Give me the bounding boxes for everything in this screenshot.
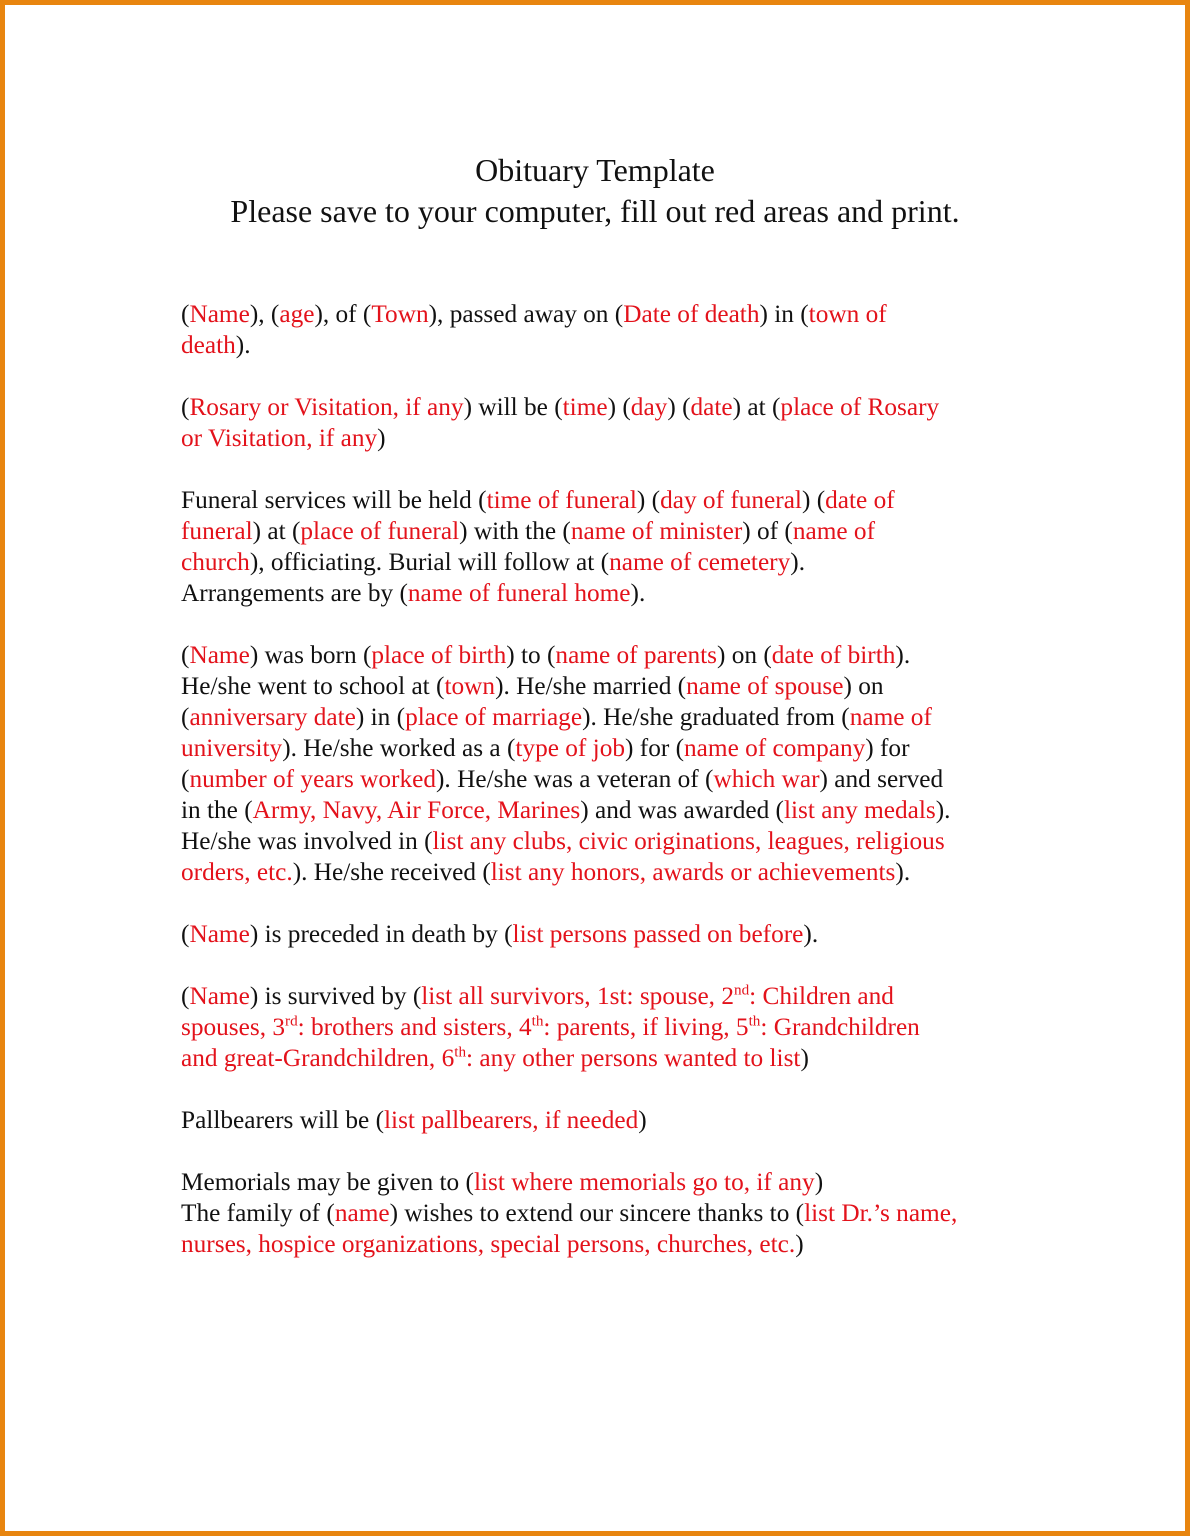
fill-in-field: time bbox=[562, 393, 608, 421]
template-text: ). bbox=[790, 548, 806, 576]
template-text: ) is preceded in death by ( bbox=[249, 920, 513, 948]
fill-in-field: which war bbox=[713, 765, 820, 793]
template-text: Arrangements are by ( bbox=[181, 579, 408, 607]
template-text: ) for bbox=[865, 734, 910, 762]
document-body bbox=[181, 299, 1061, 1291]
fill-in-field: list persons passed on before bbox=[512, 920, 804, 948]
template-text: ). bbox=[895, 641, 911, 669]
fill-in-field: anniversary date bbox=[189, 703, 356, 731]
template-text: ( bbox=[181, 393, 190, 421]
document-title: Obituary Template bbox=[475, 152, 715, 188]
template-text: ), of ( bbox=[314, 300, 372, 328]
fill-in-field: nurses, hospice organizations, special persons, churches, etc. bbox=[181, 1230, 796, 1258]
fill-in-field: Name bbox=[189, 300, 250, 328]
fill-in-field: Date of death bbox=[623, 300, 760, 328]
template-text: in the ( bbox=[181, 796, 253, 824]
fill-in-field: town of bbox=[808, 300, 887, 328]
paragraph-memorials bbox=[181, 1167, 1061, 1198]
paragraph-pallbearers bbox=[181, 1105, 1061, 1136]
fill-in-field: date of birth bbox=[771, 641, 896, 669]
fill-in-field: name bbox=[334, 1199, 390, 1227]
template-text: Memorials may be given to ( bbox=[181, 1168, 474, 1196]
template-text: ). He/she graduated from ( bbox=[582, 703, 850, 731]
template-text: ) ( bbox=[801, 486, 826, 514]
fill-in-field: age bbox=[279, 300, 315, 328]
template-text: ) and served bbox=[819, 765, 944, 793]
fill-in-field: time of funeral bbox=[486, 486, 637, 514]
template-text: ) and was awarded ( bbox=[580, 796, 784, 824]
template-text: Pallbearers will be ( bbox=[181, 1106, 385, 1134]
fill-in-field: list any medals bbox=[783, 796, 936, 824]
template-text: ) bbox=[377, 424, 386, 452]
template-text: ( bbox=[181, 641, 190, 669]
template-text: ) on bbox=[843, 672, 884, 700]
fill-in-field: number of years worked bbox=[189, 765, 436, 793]
paragraph-biography bbox=[181, 640, 1061, 888]
fill-in-field: list where memorials go to, if any bbox=[473, 1168, 815, 1196]
template-text: ) will be ( bbox=[463, 393, 563, 421]
template-text: ) with the ( bbox=[459, 517, 571, 545]
paragraph-preceded-by bbox=[181, 919, 1061, 950]
template-text: ( bbox=[181, 703, 190, 731]
template-text: ) at ( bbox=[732, 393, 781, 421]
fill-in-field: : any other persons wanted to list bbox=[466, 1044, 801, 1072]
template-text: ). bbox=[935, 796, 951, 824]
template-text: He/she was involved in ( bbox=[181, 827, 433, 855]
title-block bbox=[5, 150, 1185, 232]
fill-in-field: place of birth bbox=[371, 641, 507, 669]
fill-in-field: th bbox=[454, 1043, 467, 1061]
template-text: He/she went to school at ( bbox=[181, 672, 445, 700]
paragraph-survived-by bbox=[181, 981, 1061, 1074]
fill-in-field: place of marriage bbox=[405, 703, 583, 731]
fill-in-field: date bbox=[690, 393, 733, 421]
fill-in-field: spouses, 3 bbox=[181, 1013, 286, 1041]
fill-in-field: : Children and bbox=[749, 982, 894, 1010]
fill-in-field: rd bbox=[285, 1012, 298, 1030]
fill-in-field: and great-Grandchildren, 6 bbox=[181, 1044, 455, 1072]
template-text: ) on ( bbox=[716, 641, 772, 669]
fill-in-field: name of cemetery bbox=[609, 548, 791, 576]
template-text: ( bbox=[181, 300, 190, 328]
fill-in-field: list pallbearers, if needed bbox=[384, 1106, 639, 1134]
template-text: ( bbox=[181, 982, 190, 1010]
fill-in-field: name of spouse bbox=[686, 672, 844, 700]
template-text: The family of ( bbox=[181, 1199, 335, 1227]
fill-in-field: Name bbox=[189, 920, 250, 948]
document-subtitle: Please save to your computer, fill out red areas and print. bbox=[230, 193, 960, 229]
template-text: ) at ( bbox=[252, 517, 301, 545]
template-text: ) bbox=[800, 1044, 809, 1072]
fill-in-field: date of bbox=[825, 486, 895, 514]
fill-in-field: funeral bbox=[181, 517, 253, 545]
template-text: ), ( bbox=[249, 300, 280, 328]
fill-in-field: name of funeral home bbox=[407, 579, 631, 607]
template-text: ). bbox=[630, 579, 646, 607]
template-text: Funeral services will be held ( bbox=[181, 486, 487, 514]
template-text: ) is survived by ( bbox=[249, 982, 422, 1010]
template-text: ) was born ( bbox=[249, 641, 372, 669]
template-text: ) in ( bbox=[759, 300, 809, 328]
template-text: ) ( bbox=[607, 393, 631, 421]
template-text: ). bbox=[803, 920, 819, 948]
fill-in-field: Name bbox=[189, 641, 250, 669]
template-text: ) of ( bbox=[742, 517, 793, 545]
template-text: ). He/she married ( bbox=[495, 672, 687, 700]
fill-in-field: name of company bbox=[684, 734, 866, 762]
fill-in-field: list Dr.’s name, bbox=[804, 1199, 958, 1227]
fill-in-field: Name bbox=[189, 982, 250, 1010]
fill-in-field: or Visitation, if any bbox=[181, 424, 378, 452]
template-text: ) bbox=[795, 1230, 804, 1258]
fill-in-field: place of Rosary bbox=[780, 393, 940, 421]
fill-in-field: day bbox=[630, 393, 668, 421]
fill-in-field: nd bbox=[733, 981, 750, 999]
template-text: ( bbox=[181, 920, 190, 948]
fill-in-field: day of funeral bbox=[660, 486, 802, 514]
template-text: ) wishes to extend our sincere thanks to ( bbox=[389, 1199, 805, 1227]
template-text: ) bbox=[638, 1106, 647, 1134]
template-text: ) to ( bbox=[506, 641, 556, 669]
fill-in-field: : Grandchildren bbox=[760, 1013, 920, 1041]
template-text: ) for ( bbox=[625, 734, 685, 762]
fill-in-field: Army, Navy, Air Force, Marines bbox=[252, 796, 581, 824]
paragraph-visitation bbox=[181, 392, 1061, 454]
fill-in-field: th bbox=[748, 1012, 761, 1030]
fill-in-field: list all survivors, 1st: spouse, 2 bbox=[421, 982, 734, 1010]
fill-in-field: type of job bbox=[515, 734, 626, 762]
fill-in-field: church bbox=[181, 548, 250, 576]
template-text: ). bbox=[895, 858, 911, 886]
fill-in-field: name of bbox=[792, 517, 876, 545]
template-text: ). He/she worked as a ( bbox=[282, 734, 516, 762]
template-text: ) ( bbox=[636, 486, 661, 514]
fill-in-field: university bbox=[181, 734, 283, 762]
fill-in-field: town bbox=[444, 672, 496, 700]
fill-in-field: name of bbox=[849, 703, 932, 731]
fill-in-field: list any clubs, civic originations, leagues, religious bbox=[432, 827, 945, 855]
template-text: ) ( bbox=[667, 393, 691, 421]
paragraph-funeral-services bbox=[181, 485, 1061, 609]
template-text: ( bbox=[181, 765, 190, 793]
template-text: ), officiating. Burial will follow at ( bbox=[249, 548, 610, 576]
template-text: ), passed away on ( bbox=[428, 300, 624, 328]
template-text: ) bbox=[814, 1168, 824, 1196]
template-text: ) in ( bbox=[355, 703, 406, 731]
template-text: ). bbox=[235, 331, 251, 359]
fill-in-field: place of funeral bbox=[300, 517, 460, 545]
paragraph-death-notice bbox=[181, 299, 1061, 361]
paragraph-thanks bbox=[181, 1198, 1061, 1260]
fill-in-field: Rosary or Visitation, if any bbox=[189, 393, 464, 421]
fill-in-field: list any honors, awards or achievements bbox=[490, 858, 896, 886]
template-text: ). He/she was a veteran of ( bbox=[436, 765, 714, 793]
fill-in-field: : brothers and sisters, 4 bbox=[297, 1013, 532, 1041]
template-text: ). He/she received ( bbox=[292, 858, 491, 886]
fill-in-field: orders, etc. bbox=[181, 858, 293, 886]
fill-in-field: name of minister bbox=[570, 517, 743, 545]
fill-in-field: name of parents bbox=[555, 641, 717, 669]
fill-in-field: death bbox=[181, 331, 236, 359]
fill-in-field: th bbox=[531, 1012, 544, 1030]
fill-in-field: Town bbox=[371, 300, 429, 328]
fill-in-field: : parents, if living, 5 bbox=[543, 1013, 749, 1041]
